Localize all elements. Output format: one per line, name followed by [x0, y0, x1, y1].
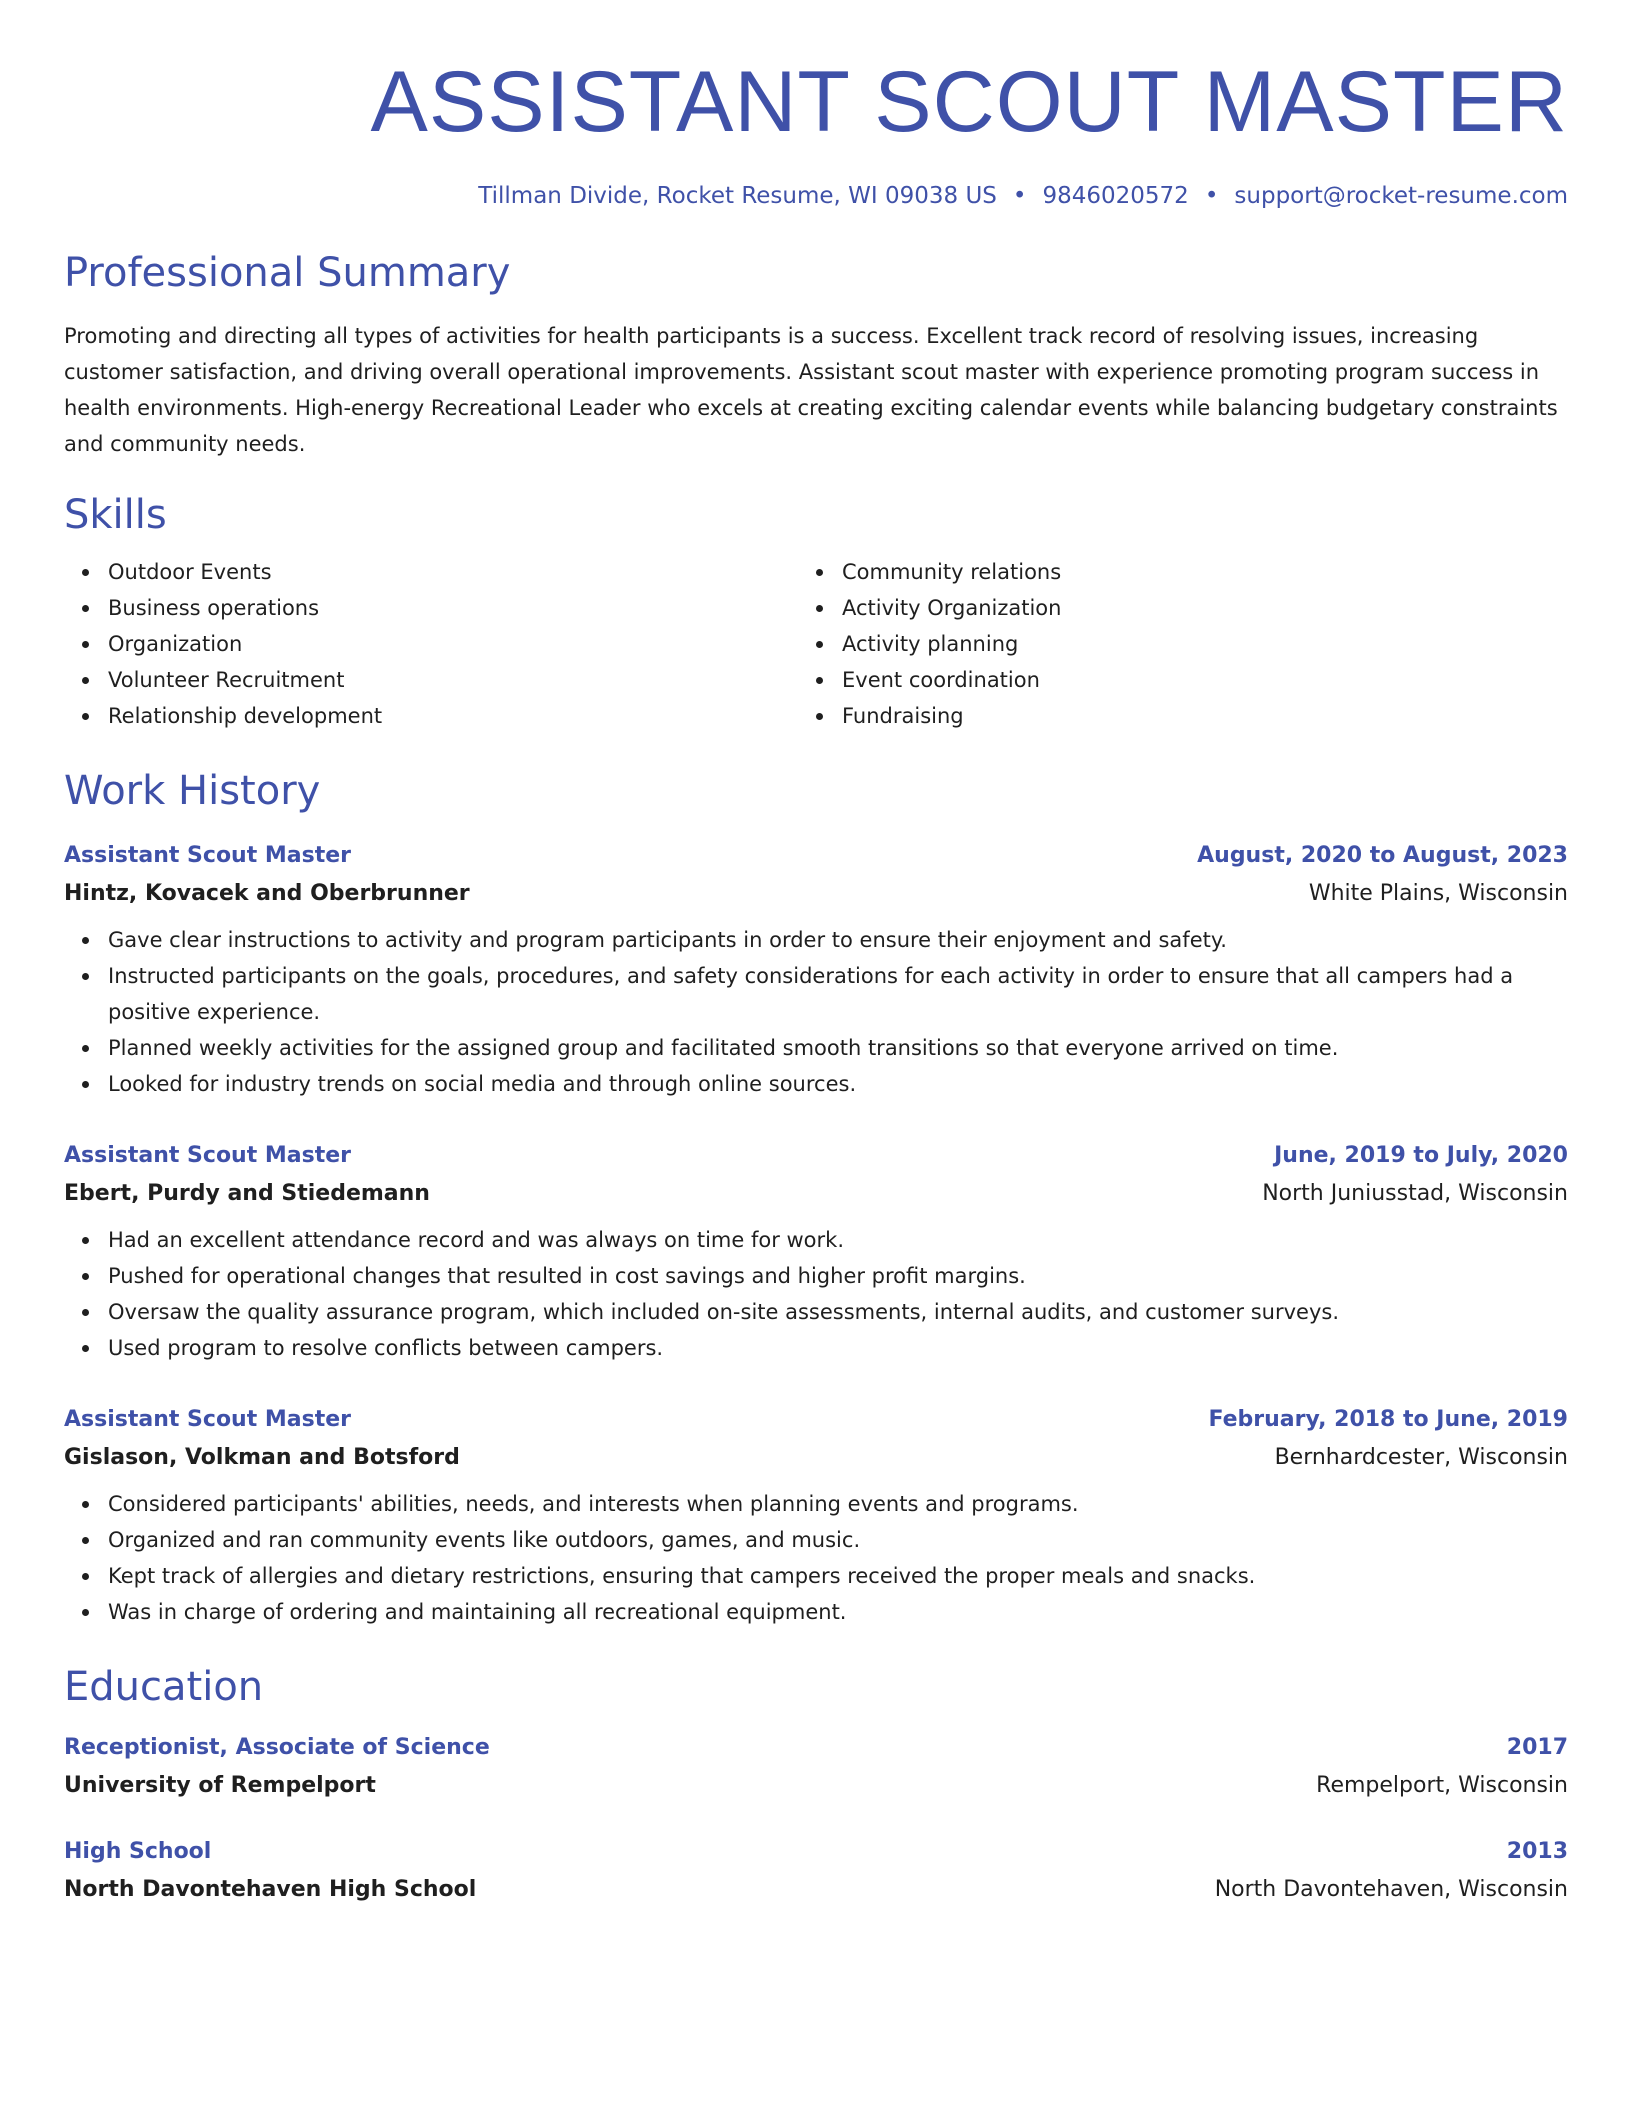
- education-section: [64, 1662, 1568, 1910]
- job-bullet: Kept track of allergies and dietary restrictions, ensuring that campers received the proper meals and snacks.: [108, 1558, 1568, 1594]
- job-entry: [64, 838, 1568, 1102]
- skills-list-left: [64, 554, 798, 734]
- job-entry: [64, 1138, 1568, 1366]
- education-subheader: [64, 1870, 1568, 1910]
- education-location: Rempelport, Wisconsin: [1316, 1773, 1568, 1798]
- skill-item: Organization: [108, 626, 798, 662]
- job-role: Assistant Scout Master: [64, 1407, 352, 1432]
- address: Tillman Divide, Rocket Resume, WI 09038 US: [478, 183, 997, 209]
- job-company: Gislason, Volkman and Botsford: [64, 1445, 460, 1470]
- skill-item: Activity Organization: [842, 590, 1532, 626]
- job-location: North Juniusstad, Wisconsin: [1262, 1181, 1568, 1206]
- job-role: Assistant Scout Master: [64, 843, 352, 868]
- skill-item: Activity planning: [842, 626, 1532, 662]
- skill-item: Fundraising: [842, 698, 1532, 734]
- skill-item: Volunteer Recruitment: [108, 662, 798, 698]
- job-header: [64, 1138, 1568, 1174]
- job-bullet: Pushed for operational changes that resulted in cost savings and higher profit margins.: [108, 1258, 1568, 1294]
- job-location: White Plains, Wisconsin: [1308, 881, 1568, 906]
- separator-dot: •: [1012, 183, 1027, 209]
- job-company: Ebert, Purdy and Stiedemann: [64, 1181, 430, 1206]
- education-year: 2013: [1506, 1839, 1568, 1864]
- job-header: [64, 1402, 1568, 1438]
- job-location: Bernhardcester, Wisconsin: [1274, 1445, 1568, 1470]
- job-role: Assistant Scout Master: [64, 1143, 352, 1168]
- job-dates: June, 2019 to July, 2020: [1274, 1143, 1568, 1168]
- job-bullet: Instructed participants on the goals, procedures, and safety considerations for each activity in order to ensure that all campers had a positive experience.: [108, 958, 1568, 1030]
- skill-item: Community relations: [842, 554, 1532, 590]
- job-dates: August, 2020 to August, 2023: [1197, 843, 1568, 868]
- job-bullet: Organized and ran community events like outdoors, games, and music.: [108, 1522, 1568, 1558]
- summary-section: [64, 248, 1568, 462]
- job-bullet: Had an excellent attendance record and was always on time for work.: [108, 1222, 1568, 1258]
- summary-text: Promoting and directing all types of activities for health participants is a success. Excellent track record of resolving issues, increasing customer satisfaction, and driving overall operational improvements. Assistant scout master with experience promoting program success in health environments. High-energy Recreational Leader who excels at creating exciting calendar events while balancing budgetary constraints and community needs.: [64, 324, 1558, 456]
- education-year: 2017: [1506, 1735, 1568, 1760]
- education-header: [64, 1834, 1568, 1870]
- skill-item: Business operations: [108, 590, 798, 626]
- section-title: Skills: [64, 492, 167, 538]
- job-bullet: Gave clear instructions to activity and program participants in order to ensure their enjoyment and safety.: [108, 922, 1568, 958]
- job-bullet: Was in charge of ordering and maintaining all recreational equipment.: [108, 1594, 1568, 1630]
- skill-item: Relationship development: [108, 698, 798, 734]
- work-history-section: [64, 766, 1568, 1630]
- education-degree: High School: [64, 1839, 212, 1864]
- skill-item: Outdoor Events: [108, 554, 798, 590]
- phone: 9846020572: [1042, 183, 1189, 209]
- job-bullets: [64, 922, 1568, 1102]
- job-subheader: [64, 874, 1568, 914]
- job-subheader: [64, 1438, 1568, 1478]
- job-entry: [64, 1402, 1568, 1630]
- job-bullets: [64, 1486, 1568, 1630]
- education-degree: Receptionist, Associate of Science: [64, 1735, 490, 1760]
- education-entry: [64, 1834, 1568, 1910]
- email: support@rocket-resume.com: [1234, 183, 1568, 209]
- skills-columns: [64, 554, 1568, 734]
- skill-item: Event coordination: [842, 662, 1532, 698]
- job-bullets: [64, 1222, 1568, 1366]
- candidate-title: ASSISTANT SCOUT MASTER: [370, 54, 1568, 150]
- education-school: North Davontehaven High School: [64, 1877, 477, 1902]
- education-subheader: [64, 1766, 1568, 1806]
- education-location: North Davontehaven, Wisconsin: [1214, 1877, 1568, 1902]
- job-bullet: Looked for industry trends on social media and through online sources.: [108, 1066, 1568, 1102]
- job-bullet: Considered participants' abilities, needs, and interests when planning events and programs.: [108, 1486, 1568, 1522]
- education-entry: [64, 1730, 1568, 1806]
- separator-dot: •: [1204, 183, 1219, 209]
- skills-section: [64, 490, 1568, 734]
- resume-header: [64, 52, 1568, 212]
- education-header: [64, 1730, 1568, 1766]
- job-bullet: Oversaw the quality assurance program, which included on-site assessments, internal audits, and customer surveys.: [108, 1294, 1568, 1330]
- job-bullet: Used program to resolve conflicts between campers.: [108, 1330, 1568, 1366]
- section-title: Education: [64, 1664, 264, 1710]
- education-school: University of Rempelport: [64, 1773, 376, 1798]
- job-company: Hintz, Kovacek and Oberbrunner: [64, 881, 470, 906]
- contact-line: [64, 180, 1568, 212]
- job-bullet: Planned weekly activities for the assigned group and facilitated smooth transitions so that everyone arrived on time.: [108, 1030, 1568, 1066]
- skills-list-right: [798, 554, 1532, 734]
- job-dates: February, 2018 to June, 2019: [1208, 1407, 1568, 1432]
- job-header: [64, 838, 1568, 874]
- job-subheader: [64, 1174, 1568, 1214]
- section-title: Work History: [64, 768, 321, 814]
- section-title: Professional Summary: [64, 250, 511, 296]
